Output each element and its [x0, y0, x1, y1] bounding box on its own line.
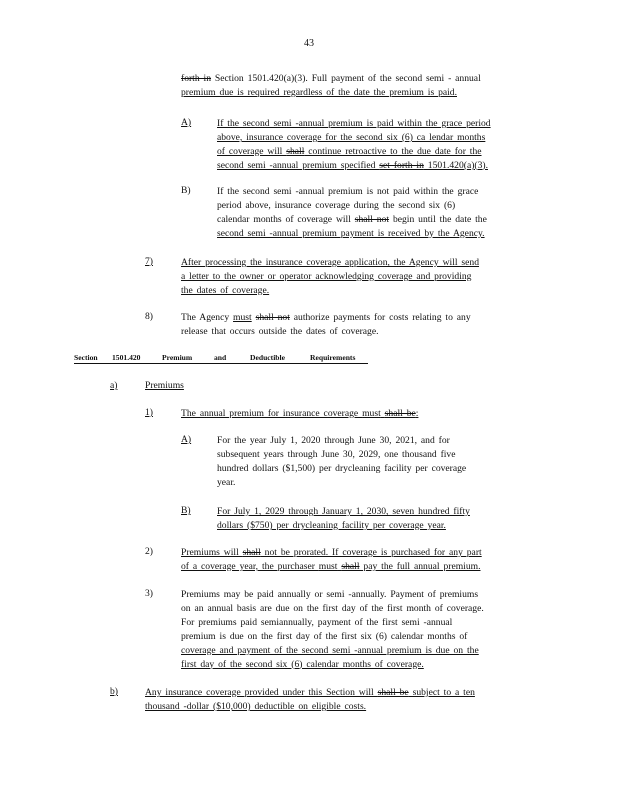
item-7-paragraph: After processing the insurance coverage application, the Agency will send a letter to the owner or operator acknowledging coverage and providing the dates of coverage. — [181, 257, 480, 296]
para-b-label: b) — [110, 686, 118, 697]
para-a-title: Premiums — [145, 380, 184, 391]
sub-b-paragraph: If the second semi -annual premium is not paid within the grace period above, insurance coverage during the second six (6) calendar months of coverage will shall not begin until the date the second semi -annual premium payment is received by the Agency. — [217, 186, 487, 239]
a2-paragraph: Premiums will shall not be prorated. If coverage is purchased for any part of a coverage year, the purchaser must shall pay the full annual premium. — [181, 547, 482, 572]
a2-label: 2) — [145, 546, 153, 557]
para-a-label: a) — [110, 380, 118, 391]
page-number: 43 — [304, 38, 314, 49]
item-8-paragraph: The Agency must shall not authorize payments for costs relating to any release that occurs outside the dates of coverage. — [181, 312, 471, 337]
a1-a-label: A) — [181, 434, 192, 445]
a1-paragraph: The annual premium for insurance coverage must shall be: — [181, 408, 419, 419]
para-b-paragraph: Any insurance coverage provided under this Section will shall be subject to a ten thousand -dollar ($10,000) deductible on eligible costs. — [145, 687, 475, 712]
a1-b-label: B) — [181, 505, 191, 516]
a1-a-paragraph: For the year July 1, 2020 through June 30, 2021, and for subsequent years through June 30, 2029, one thousand five hundred dollars ($1,500) per drycleaning facility per coverage year. — [217, 435, 467, 488]
a3-paragraph: Premiums may be paid annually or semi -annually. Payment of premiums on an annual basis are due on the first day of the first month of coverage. For premiums paid semiannually, payment of the first semi -annual premium is due on the first day of the first six (6) calendar months of coverage and payment of the second semi -annual premium is due on the first day of the second six (6) calendar months of coverage. — [181, 589, 484, 670]
item-7-label: 7) — [145, 256, 153, 267]
item-8-label: 8) — [145, 311, 153, 322]
intro-paragraph — [181, 72, 541, 100]
intro-line-2: premium due is required regardless of the date the premium is paid. — [181, 86, 457, 98]
sub-a-paragraph: If the second semi -annual premium is paid within the grace period above, insurance coverage for the second six (6) ca lendar months of coverage will shall continue retroactive to the due date for the second semi -annual premium specified set forth in 1501.420(a)(3). — [217, 118, 491, 171]
a1-b-paragraph: For July 1, 2029 through January 1, 2030, seven hundred fifty dollars ($750) per drycleaning facility per coverage year. — [217, 506, 470, 531]
a3-label: 3) — [145, 588, 153, 599]
intro-line-1: forth in Section 1501.420(a)(3). Full payment of the second semi - annual — [181, 73, 481, 84]
section-heading: Section 1501.420 Premium and Deductible Requirements — [74, 353, 368, 364]
sub-a-label: A) — [181, 117, 192, 128]
a1-label: 1) — [145, 407, 153, 418]
sub-b-label: B) — [181, 185, 191, 196]
